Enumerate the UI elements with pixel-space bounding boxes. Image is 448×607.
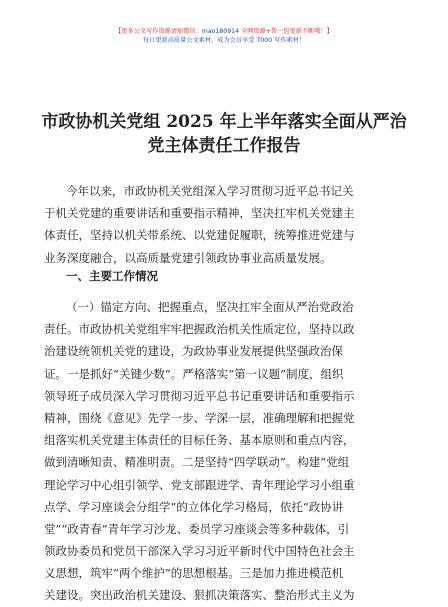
section-heading: 一、主要工作情况 bbox=[66, 269, 158, 283]
section1-line: 理论学习中心组引领学、党支部跟进学、青年理论学习小组重 bbox=[44, 477, 355, 492]
intro-line: 业务深度融合，以高质量党建引领政协事业高质量发展。 bbox=[44, 250, 332, 265]
promo-banner-text-left: 【更多公文写作资源请加微信： bbox=[115, 28, 202, 35]
promo-banner-text-right: 全网资源+帮一包更新不断哦！】 bbox=[239, 28, 333, 35]
document-title-line-1: 市政协机关党组 2025 年上半年落实全面从严治 bbox=[41, 112, 407, 132]
intro-paragraph bbox=[44, 180, 404, 269]
section1-line: 治建设统领机关党的建设，为政协事业发展提供坚强政治保 bbox=[44, 344, 343, 359]
promo-banner bbox=[0, 28, 448, 36]
section1-line: 堂”“政青春”青年学习沙龙、委员学习座谈会等多种载体，引 bbox=[44, 521, 350, 536]
section1-paragraph bbox=[44, 296, 404, 607]
section1-line: 证。一是抓好“关键少数”。严格落实“第一议题”制度，组织 bbox=[44, 366, 344, 381]
document-title-line-2: 党主体责任工作报告 bbox=[147, 136, 301, 156]
section1-line: 组落实机关党建主体责任的目标任务、基本原则和重点内容， bbox=[44, 433, 355, 448]
section1-line: 做到清晰知责、精准明责。二是坚持“四学联动”。构建“党组 bbox=[44, 455, 350, 470]
intro-line: 今年以来，市政协机关党组深入学习贯彻习近平总书记关 bbox=[66, 184, 354, 198]
section1-line: 责任。市政协机关党组牢牢把握政治机关性质定位，坚持以政 bbox=[44, 322, 355, 337]
section1-line: 领导班子成员深入学习贯彻习近平总书记重要讲话和重要指示 bbox=[44, 388, 355, 403]
intro-line: 于机关党建的重要讲话和重要指示精神，坚决扛牢机关党建主 bbox=[44, 206, 355, 221]
section1-line: 领政协委员和党员干部深入学习习近平新时代中国特色社会主 bbox=[44, 544, 355, 559]
section1-line: 精神，围绕《意见》先学一步、学深一层，准确理解和把握党 bbox=[44, 410, 355, 425]
promo-subbanner: 每日更新高质量公文素材，成为会员享受 7000 写作素材！ bbox=[143, 37, 305, 44]
promo-banner-wechat-id: mao180914 bbox=[201, 28, 240, 35]
section1-line: （一）锚定方向、把握重点，坚决扛牢全面从严治党政治 bbox=[66, 300, 354, 314]
section1-line: 关建设。突出政治机关建设、狠抓决策落实、整治形式主义为 bbox=[44, 588, 355, 603]
section1-line: 义思想，筑牢“两个维护”的思想根基。三是加力推进模范机 bbox=[44, 566, 344, 581]
intro-line: 体责任，坚持以机关带系统、以党建促履职，统筹推进党建与 bbox=[44, 228, 355, 243]
section1-line: 点学、学习座谈会分组学”的立体化学习格局，依托“政协讲 bbox=[44, 499, 344, 514]
